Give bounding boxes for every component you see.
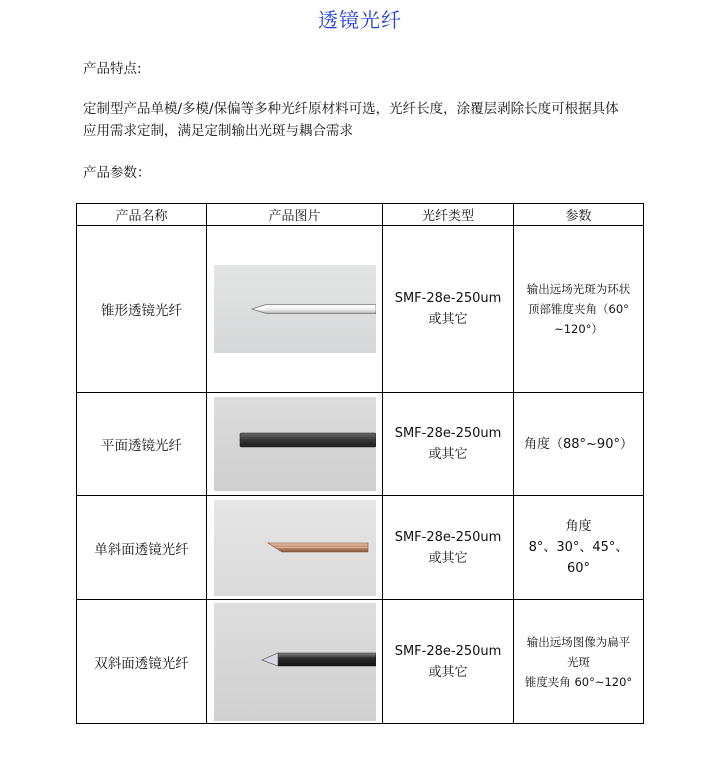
flat-fiber-photo bbox=[214, 397, 376, 491]
product-name: 平面透镜光纤 bbox=[77, 393, 207, 496]
fiber-type-line: 或其它 bbox=[428, 312, 468, 327]
fiber-type bbox=[383, 496, 514, 600]
fiber-type bbox=[383, 226, 514, 393]
header-product-name: 产品名称 bbox=[77, 204, 207, 226]
fiber-type-line: SMF-28e-250um bbox=[394, 426, 502, 441]
product-description bbox=[83, 98, 653, 142]
header-fiber-type: 光纤类型 bbox=[383, 204, 514, 226]
description-line: 定制型产品单模/多模/保偏等多种光纤原材料可选，光纤长度，涂覆层剥除长度可根据具体 bbox=[83, 101, 619, 117]
fiber-type bbox=[383, 393, 514, 496]
param-cell bbox=[514, 393, 644, 496]
fiber-type-line: 或其它 bbox=[428, 447, 468, 462]
param-line: 角度（88°~90°） bbox=[524, 436, 633, 452]
conical-fiber-photo bbox=[214, 265, 376, 353]
fiber-type-line: 或其它 bbox=[428, 550, 468, 566]
product-image-cell bbox=[207, 600, 383, 724]
page-title: 透镜光纤 bbox=[318, 8, 402, 32]
product-image-cell bbox=[207, 393, 383, 496]
fiber-type-line: SMF-28e-250um bbox=[394, 643, 502, 659]
param-cell bbox=[514, 496, 644, 600]
fiber-type-line: 或其它 bbox=[428, 664, 468, 680]
product-name: 锥形透镜光纤 bbox=[77, 226, 207, 393]
table-row bbox=[77, 600, 644, 724]
single-bevel-fiber-photo bbox=[214, 500, 376, 596]
param-line: 顶部锥度夹角（60° bbox=[528, 302, 629, 316]
table-row bbox=[77, 226, 644, 393]
param-cell bbox=[514, 600, 644, 724]
product-image-cell bbox=[207, 496, 383, 600]
param-line: ~120°） bbox=[554, 322, 603, 336]
params-label: 产品参数： bbox=[83, 165, 151, 181]
description-line: 应用需求定制，满足定制输出光斑与耦合需求 bbox=[83, 123, 353, 139]
table-row bbox=[77, 393, 644, 496]
header-params: 参数 bbox=[514, 204, 644, 226]
param-line: 锥度夹角 60°~120° bbox=[524, 674, 633, 689]
double-bevel-fiber-photo bbox=[214, 603, 376, 721]
product-params-table bbox=[76, 203, 644, 724]
product-name: 单斜面透镜光纤 bbox=[77, 496, 207, 600]
features-label: 产品特点: bbox=[83, 61, 142, 77]
fiber-type bbox=[383, 600, 514, 724]
param-line: 输出远场光斑为环状 bbox=[526, 282, 631, 296]
table-row bbox=[77, 496, 644, 600]
fiber-type-line: SMF-28e-250um bbox=[394, 529, 502, 545]
header-product-image: 产品图片 bbox=[207, 204, 383, 226]
param-line: 8°、30°、45°、 bbox=[528, 540, 629, 555]
table-header-row bbox=[77, 204, 644, 226]
param-cell bbox=[514, 226, 644, 393]
product-name: 双斜面透镜光纤 bbox=[77, 600, 207, 724]
product-image-cell bbox=[207, 226, 383, 393]
param-line: 角度 bbox=[565, 519, 592, 534]
param-line: 输出远场图像为扁平 bbox=[526, 634, 631, 649]
param-line: 60° bbox=[566, 561, 591, 576]
param-line: 光斑 bbox=[567, 654, 590, 669]
fiber-type-line: SMF-28e-250um bbox=[394, 291, 502, 306]
